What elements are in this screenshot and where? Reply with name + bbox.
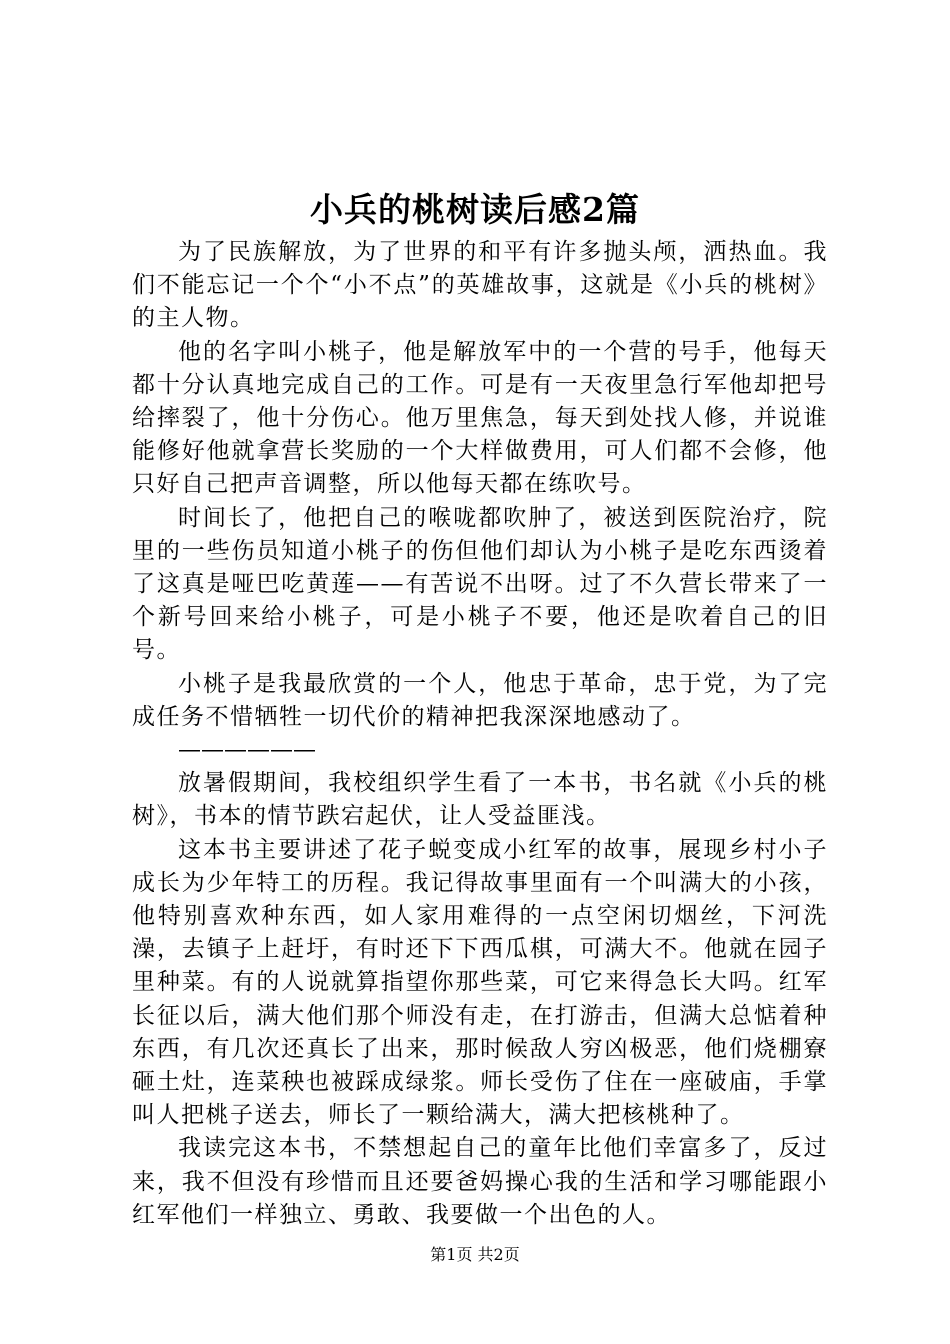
paragraph: 时间长了，他把自己的喉咙都吹肿了，被送到医院治疗，院里的一些伤员知道小桃子的伤但他们却认为小桃子是吃东西烫着了这真是哑巴吃黄莲——有苦说不出呀。过了不久营长带来了一个新号回来给小桃子，可是小桃子不要，他还是吹着自己的旧号。 xyxy=(132,504,828,664)
document-body xyxy=(132,236,828,1232)
paragraph: 放暑假期间，我校组织学生看了一本书，书名就《小兵的桃树》，书本的情节跌宕起伏，让人受益匪浅。 xyxy=(132,770,828,830)
paragraph: 我读完这本书，不禁想起自己的童年比他们幸富多了，反过来，我不但没有珍惜而且还要爸妈操心我的生活和学习哪能跟小红军他们一样独立、勇敢、我要做一个出色的人。 xyxy=(132,1135,828,1228)
page-number-footer: 第1页 共2页 xyxy=(430,1245,520,1264)
section-separator xyxy=(132,734,828,767)
paragraph: 这本书主要讲述了花子蜕变成小红军的故事，展现乡村小子成长为少年特工的历程。我记得故事里面有一个叫满大的小孩，他特别喜欢种东西，如人家用难得的一点空闲切烟丝，下河洗澡，去镇子上赶圩，有时还下下西瓜棋，可满大不。他就在园子里种菜。有的人说就算指望你那些菜，可它来得急长大吗。红军长征以后，满大他们那个师没有走，在打游击，但满大总惦着种东西，有几次还真长了出来，那时候敌人穷凶极恶，他们烧棚寮砸土灶，连菜秧也被踩成绿浆。师长受伤了住在一座破庙，手掌叫人把桃子送去，师长了一颗给满大，满大把核桃种了。 xyxy=(132,836,828,1129)
separator-line: —————— xyxy=(178,737,316,764)
paragraph: 他的名字叫小桃子，他是解放军中的一个营的号手，他每天都十分认真地完成自己的工作。可是有一天夜里急行军他却把号给摔裂了，他十分伤心。他万里焦急，每天到处找人修，并说谁能修好他就拿营长奖励的一个大样做费用，可人们都不会修，他只好自己把声音调整，所以他每天都在练吹号。 xyxy=(132,338,828,498)
paragraph: 为了民族解放，为了世界的和平有许多抛头颅，洒热血。我们不能忘记一个个“小不点”的英雄故事，这就是《小兵的桃树》的主人物。 xyxy=(132,239,828,332)
document-title: 小兵的桃树读后感2篇 xyxy=(310,190,640,229)
paragraph: 小桃子是我最欣赏的一个人，他忠于革命，忠于党，为了完成任务不惜牺牲一切代价的精神把我深深地感动了。 xyxy=(132,670,828,730)
